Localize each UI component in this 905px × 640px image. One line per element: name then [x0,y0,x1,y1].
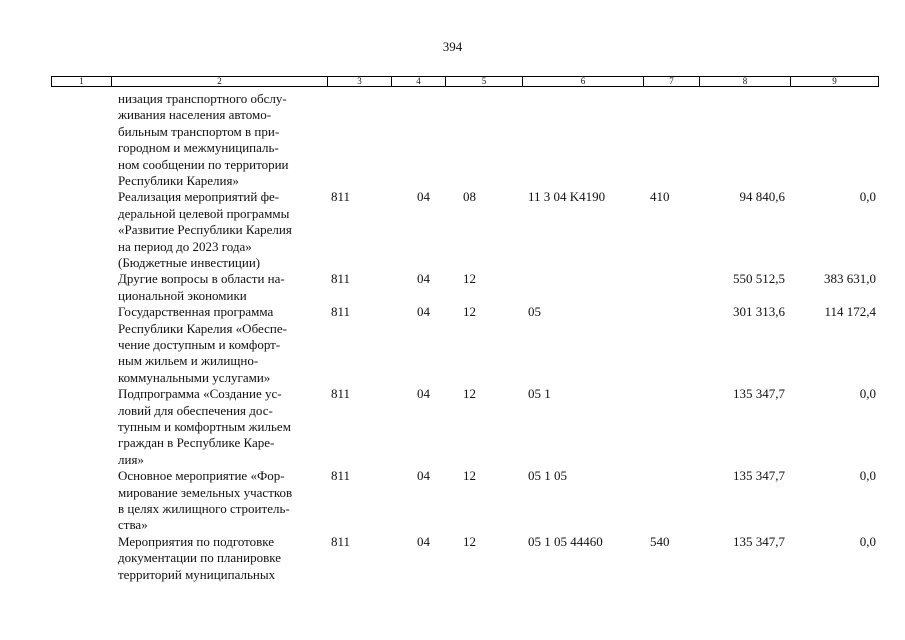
cell-col-9: 0,0 [859,468,876,484]
row-name-line: Государственная программа [118,304,274,320]
row-name-line: Реализация мероприятий фе- [118,189,280,205]
cell-col-9: 0,0 [859,189,876,205]
cell-col-9: 0,0 [859,386,876,402]
cell-col-4: 04 [417,533,430,549]
cell-col-3: 811 [331,189,351,205]
header-col-6: 6 [522,77,643,86]
cell-col-4: 04 [417,271,430,287]
row-name-line: Основное мероприятие «Фор- [118,468,285,484]
cell-col-8: 135 347,7 [733,386,785,402]
row-name-line: низация транспортного обслу- [118,91,287,106]
row-name-line: Подпрограмма «Создание ус- [118,386,282,402]
row-name [118,386,328,468]
cell-col-5: 08 [463,189,476,205]
cell-col-7: 540 [650,533,670,549]
cell-col-8: 94 840,6 [739,189,785,205]
row-name-line: Другие вопросы в области на- [118,271,285,287]
cell-col-7: 410 [650,189,670,205]
cell-col-4: 04 [417,304,430,320]
cell-col-3: 811 [331,386,351,402]
row-name-line: ства» [118,517,148,533]
cell-col-3: 811 [331,468,351,484]
row-name-line: живания населения автомо- [118,107,272,123]
row-name-line: ным жильем и жилищно- [118,353,259,369]
row-name-line: Республики Карелия «Обеспе- [118,320,287,336]
cell-col-3: 811 [331,533,351,549]
row-name-line: деральной целевой программы [118,205,290,221]
row-name [118,271,328,304]
row-name-line: коммунальными услугами» [118,369,271,385]
cell-col-4: 04 [417,468,430,484]
cell-col-3: 811 [331,271,351,287]
row-name [118,189,328,271]
cell-col-9: 383 631,0 [824,271,876,287]
row-name-line: на период до 2023 года» [118,238,252,254]
cell-col-6: 05 [528,304,541,320]
row-name-line: тупным и комфортным жильем [118,418,291,434]
cell-col-5: 12 [463,468,476,484]
row-name-line: в целях жилищного строитель- [118,500,290,516]
row-name-line: ловий для обеспечения дос- [118,402,273,418]
row-name-line: городном и межмуниципаль- [118,140,279,156]
row-name-line: бильным транспортом в при- [118,123,280,139]
row-name [118,304,328,386]
cell-col-6: 05 1 05 44460 [528,533,603,549]
cell-col-8: 135 347,7 [733,533,785,549]
cell-col-5: 12 [463,304,476,320]
row-name-line: лия» [118,451,144,467]
row-name-line: Мероприятия по подготовке [118,533,275,549]
cell-col-8: 301 313,6 [733,304,785,320]
header-col-3: 3 [327,77,391,86]
row-name-line: «Развитие Республики Карелия [118,222,292,238]
row-name [118,468,328,534]
cell-col-8: 550 512,5 [733,271,785,287]
cell-col-6: 05 1 [528,386,551,402]
cell-col-5: 12 [463,271,476,287]
row-name-line: мирование земельных участков [118,484,293,500]
cell-col-3: 811 [331,304,351,320]
row-name [118,534,328,583]
row-name-line: Республики Карелия» [118,172,239,188]
header-col-4: 4 [391,77,445,86]
header-col-9: 9 [790,77,878,86]
header-col-2: 2 [111,77,327,86]
cell-col-9: 0,0 [859,533,876,549]
cell-col-8: 135 347,7 [733,468,785,484]
row-name-line: граждан в Республике Каре- [118,435,275,451]
cell-col-6: 05 1 05 [528,468,567,484]
header-col-8: 8 [699,77,790,86]
header-col-5: 5 [445,77,522,86]
row-name-line: чение доступным и комфорт- [118,336,281,352]
page-number: 394 [442,39,463,54]
row-name-line: ном сообщении по территории [118,156,289,172]
cell-col-6: 11 3 04 K4190 [528,189,606,205]
cell-col-4: 04 [417,386,430,402]
row-name-line: циональной экономики [118,287,247,303]
row-name-line: документации по планировке [118,550,281,566]
row-name-line: (Бюджетные инвестиции) [118,254,261,270]
cell-col-5: 12 [463,533,476,549]
header-col-7: 7 [643,77,699,86]
header-col-1: 1 [79,76,84,86]
cell-col-4: 04 [417,189,430,205]
row-name-line: территорий муниципальных [118,566,276,582]
cell-col-9: 114 172,4 [824,304,876,320]
row-name [118,91,328,189]
cell-col-5: 12 [463,386,476,402]
table-header-row [51,76,879,87]
